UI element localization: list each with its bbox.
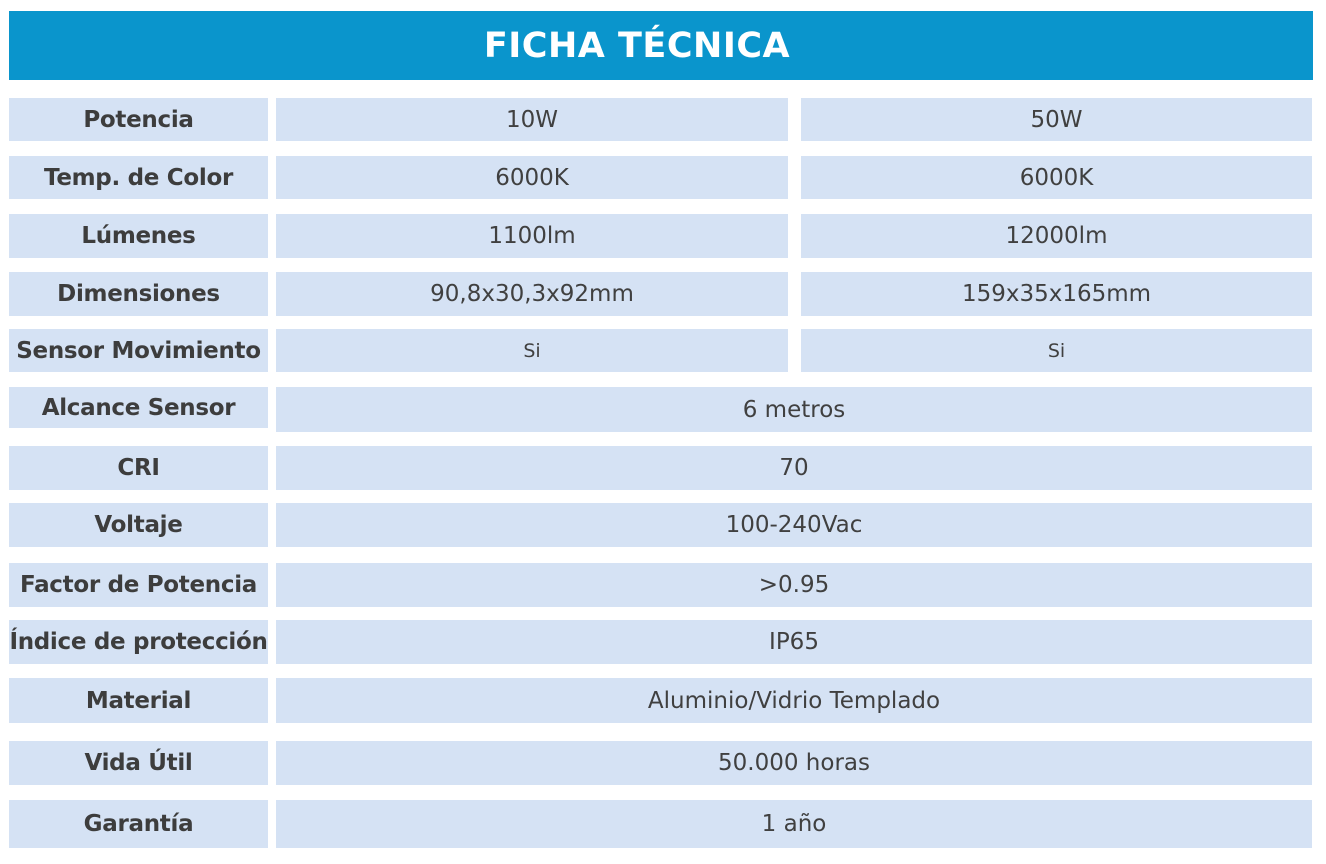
row-value-indice-proteccion: IP65: [276, 620, 1312, 664]
row-value-temp-color-50w: 6000K: [801, 156, 1312, 199]
row-value-cri: 70: [276, 446, 1312, 490]
spec-sheet-title: FICHA TÉCNICA: [483, 25, 791, 66]
row-label-sensor-movimiento: Sensor Movimiento: [9, 329, 268, 372]
row-value-dimensiones-50w: 159x35x165mm: [801, 272, 1312, 316]
spec-sheet-header: [9, 11, 1313, 80]
row-value-factor-potencia: >0.95: [276, 563, 1312, 607]
row-value-material: Aluminio/Vidrio Templado: [276, 678, 1312, 723]
row-label-indice-proteccion: Índice de protección: [9, 620, 268, 664]
row-value-alcance-sensor: 6 metros: [276, 387, 1312, 432]
row-label-garantia: Garantía: [9, 800, 268, 848]
row-label-potencia: Potencia: [9, 98, 268, 141]
row-value-garantia: 1 año: [276, 800, 1312, 848]
row-label-voltaje: Voltaje: [9, 503, 268, 547]
row-value-sensor-movimiento-10w: Si: [276, 329, 788, 372]
row-value-vida-util: 50.000 horas: [276, 741, 1312, 785]
row-value-lumenes-10w: 1100lm: [276, 214, 788, 258]
row-label-material: Material: [9, 678, 268, 723]
row-value-dimensiones-10w: 90,8x30,3x92mm: [276, 272, 788, 316]
row-label-cri: CRI: [9, 446, 268, 490]
row-label-factor-potencia: Factor de Potencia: [9, 563, 268, 607]
row-label-vida-util: Vida Útil: [9, 741, 268, 785]
row-label-alcance-sensor: Alcance Sensor: [9, 387, 268, 428]
row-label-lumenes: Lúmenes: [9, 214, 268, 258]
row-label-temp-color: Temp. de Color: [9, 156, 268, 199]
row-label-dimensiones: Dimensiones: [9, 272, 268, 316]
row-value-voltaje: 100-240Vac: [276, 503, 1312, 547]
row-value-temp-color-10w: 6000K: [276, 156, 788, 199]
row-value-potencia-10w: 10W: [276, 98, 788, 141]
row-value-lumenes-50w: 12000lm: [801, 214, 1312, 258]
row-value-potencia-50w: 50W: [801, 98, 1312, 141]
row-value-sensor-movimiento-50w: Si: [801, 329, 1312, 372]
